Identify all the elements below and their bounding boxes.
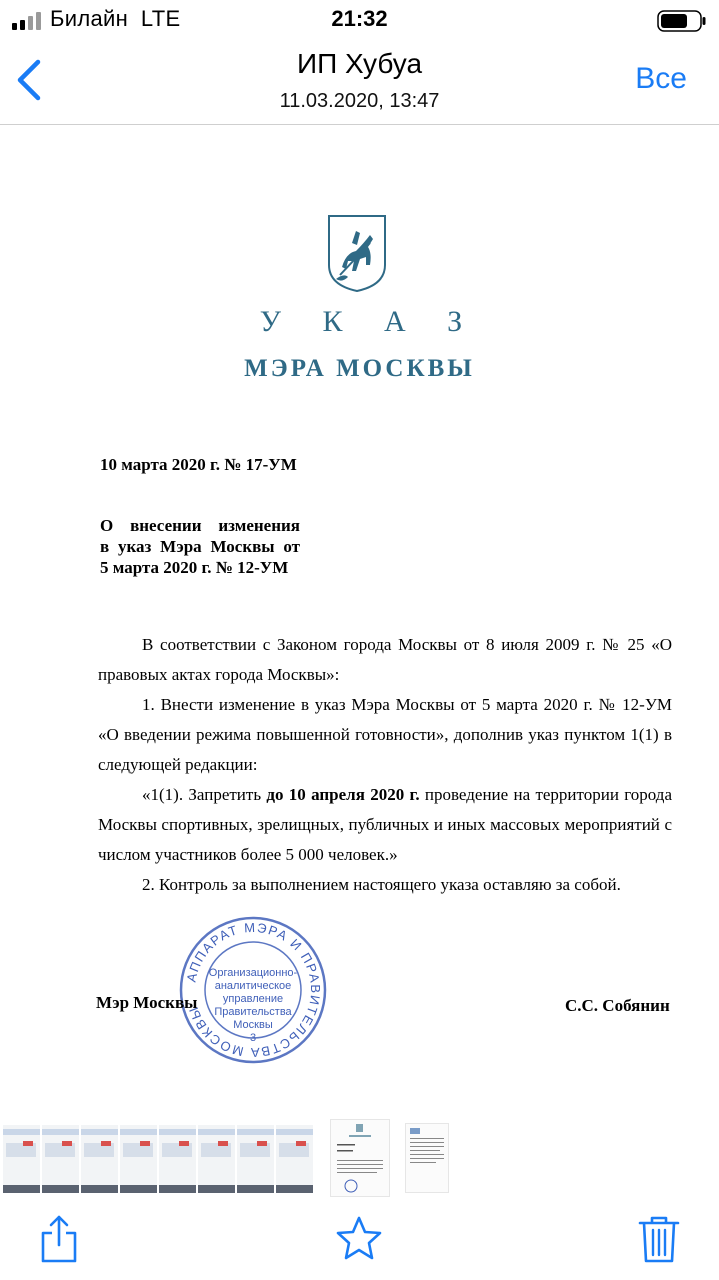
network-type: LTE — [140, 6, 181, 31]
decree-date-number: 10 марта 2020 г. № 17-УМ — [100, 455, 297, 474]
deadline-bold: до 10 апреля 2020 г. — [266, 785, 420, 804]
all-button[interactable]: Все — [635, 62, 687, 95]
stamp-center-text: Организационно-аналитическое управление Правительства Москвы 3 — [208, 967, 298, 1044]
battery-icon — [657, 9, 707, 33]
subject-line: О внесении изменения — [100, 516, 300, 535]
paragraph: 1. Внести изменение в указ Мэра Москвы от 5 марта 2020 г. № 12-УМ «О введении режима повышенной готовности», дополнив указ пунктом 1(1) в следующей редакции: — [98, 695, 672, 774]
thumbnail-current[interactable] — [330, 1119, 390, 1197]
status-bar — [0, 0, 719, 40]
stamp-number: 3 — [249, 1032, 257, 1044]
thumbnail[interactable] — [42, 1125, 79, 1193]
thumbnail[interactable] — [81, 1125, 118, 1193]
stamp-ring-text: АППАРАТ МЭРА И ПРАВИТЕЛЬСТВА МОСКВЫ — [183, 919, 324, 1061]
carrier: Билайн LTE — [50, 6, 181, 31]
thumbnail-strip[interactable] — [0, 1117, 719, 1197]
paragraph: 2. Контроль за выполнением настоящего указа оставляю за собой. — [142, 875, 621, 894]
thumbnail[interactable] — [3, 1125, 40, 1193]
signature-name: С.С. Собянин — [565, 996, 670, 1015]
nav-title: ИП Хубуа — [296, 48, 423, 79]
subject-line: 5 марта 2020 г. № 12-УМ — [100, 558, 289, 577]
thumbnail[interactable] — [237, 1125, 274, 1193]
trash-icon[interactable] — [636, 1211, 682, 1265]
nav-bar — [0, 40, 719, 125]
thumbnail[interactable] — [405, 1123, 449, 1193]
nav-subtitle: 11.03.2020, 13:47 — [279, 90, 440, 112]
bottom-toolbar — [0, 1197, 719, 1280]
clock: 21:32 — [331, 6, 388, 31]
star-icon[interactable] — [336, 1211, 382, 1265]
decree-body — [98, 630, 672, 900]
signature-title: Мэр Москвы — [96, 993, 198, 1012]
decree-subheading: МЭРА МОСКВЫ — [244, 355, 475, 382]
thumbnail[interactable] — [159, 1125, 196, 1193]
thumbnail[interactable] — [276, 1125, 313, 1193]
thumbnail[interactable] — [198, 1125, 235, 1193]
paragraph: «1(1). Запретить до 10 апреля 2020 г. проведение на территории города Москвы спортивных, зрелищных, публичных и иных массовых мероприятий с числом участников более 5 000 человек.» — [98, 785, 672, 864]
subject-line: в указ Мэра Москвы от — [100, 537, 300, 556]
share-icon[interactable] — [36, 1211, 82, 1265]
moscow-coat-of-arms-icon — [326, 213, 388, 293]
document-view[interactable] — [0, 125, 719, 1115]
decree-heading: У К А З — [259, 305, 480, 338]
thumbnail[interactable] — [120, 1125, 157, 1193]
decree-subject — [100, 515, 300, 578]
paragraph: В соответствии с Законом города Москвы от 8 июля 2009 г. № 25 «О правовых актах города Москвы»: — [98, 635, 672, 684]
